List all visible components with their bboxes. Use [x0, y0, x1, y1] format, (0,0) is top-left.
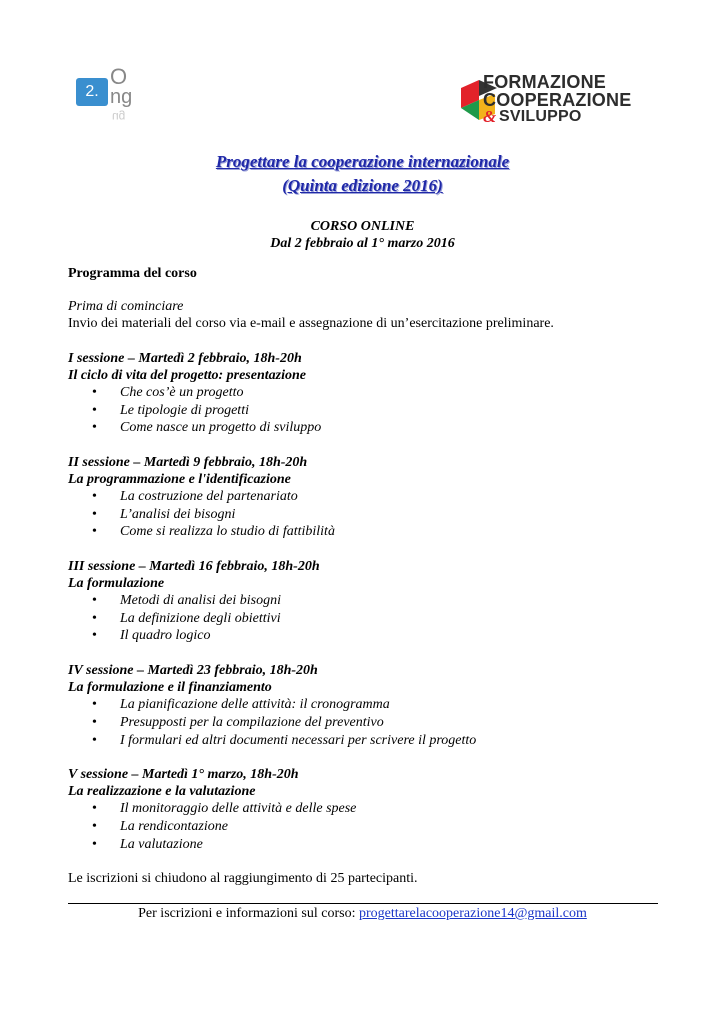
- bullet-icon: •: [92, 819, 97, 834]
- list-item: La rendicontazione: [120, 819, 228, 834]
- intro-text: Invio dei materiali del corso via e-mail e assegnazione di un’esercitazione preliminare.: [68, 316, 554, 331]
- bullet-icon: •: [92, 697, 97, 712]
- logo-cooperazione: COOPERAZIONE: [483, 90, 632, 110]
- bullet-icon: •: [92, 715, 97, 730]
- list-item: Presupposti per la compilazione del preventivo: [120, 715, 384, 730]
- list-item: La definizione degli obiettivi: [120, 611, 281, 626]
- list-item: Le tipologie di progetti: [120, 403, 249, 418]
- document-subtitle: (Quinta edizione 2016): [282, 176, 443, 195]
- footer-text: Per iscrizioni e informazioni sul corso:: [138, 906, 359, 921]
- session-title: II sessione – Martedì 9 febbraio, 18h-20h: [68, 455, 308, 470]
- session-subtitle: La formulazione: [68, 576, 165, 591]
- bullet-icon: •: [92, 403, 97, 418]
- footer-divider: [68, 903, 658, 904]
- list-item: Che cos’è un progetto: [120, 385, 244, 400]
- bullet-icon: •: [92, 593, 97, 608]
- course-type: CORSO ONLINE: [310, 219, 415, 234]
- list-item: Metodi di analisi dei bisogni: [120, 593, 281, 608]
- logo-reflection: ug: [112, 110, 126, 124]
- logo-formazione: FORMAZIONE: [483, 72, 606, 92]
- list-item: Il quadro logico: [120, 628, 211, 643]
- bullet-icon: •: [92, 628, 97, 643]
- session-subtitle: Il ciclo di vita del progetto: presentazione: [68, 368, 306, 383]
- program-heading: Programma del corso: [68, 266, 197, 281]
- bullet-icon: •: [92, 420, 97, 435]
- list-item: La valutazione: [120, 837, 203, 852]
- footer: [0, 906, 725, 922]
- list-item: Come si realizza lo studio di fattibilità: [120, 524, 335, 539]
- list-item: I formulari ed altri documenti necessari per scrivere il progetto: [120, 733, 477, 748]
- session-title: III sessione – Martedì 16 febbraio, 18h-20h: [68, 559, 320, 574]
- list-item: L’analisi dei bisogni: [120, 507, 236, 522]
- bullet-icon: •: [92, 507, 97, 522]
- list-item: La costruzione del partenariato: [120, 489, 298, 504]
- logo-o: O: [110, 64, 128, 89]
- intro-heading: Prima di cominciare: [68, 299, 184, 314]
- formazione-cooperazione-sviluppo-logo: [455, 70, 655, 128]
- logo-tile: 2.: [76, 78, 108, 106]
- contact-email-link[interactable]: progettarelacooperazione14@gmail.com: [358, 906, 587, 921]
- session-subtitle: La formulazione e il finanziamento: [68, 680, 272, 695]
- ong-2-0-logo: [72, 62, 152, 124]
- bullet-icon: •: [92, 733, 97, 748]
- logo-sviluppo: SVILUPPO: [499, 108, 582, 125]
- list-item: La pianificazione delle attività: il cronogramma: [120, 697, 390, 712]
- bullet-icon: •: [92, 837, 97, 852]
- logo-ampersand: &: [483, 107, 497, 126]
- session-subtitle: La realizzazione e la valutazione: [68, 784, 256, 799]
- bullet-icon: •: [92, 524, 97, 539]
- closing-note: Le iscrizioni si chiudono al raggiungimento di 25 partecipanti.: [68, 871, 418, 886]
- list-item: Il monitoraggio delle attività e delle spese: [120, 801, 357, 816]
- list-item: Come nasce un progetto di sviluppo: [120, 420, 322, 435]
- bullet-icon: •: [92, 801, 97, 816]
- session-subtitle: La programmazione e l'identificazione: [68, 472, 291, 487]
- logo-ng: ng: [110, 86, 133, 108]
- course-dates: Dal 2 febbraio al 1° marzo 2016: [270, 236, 455, 251]
- session-title: I sessione – Martedì 2 febbraio, 18h-20h: [68, 351, 302, 366]
- bullet-icon: •: [92, 611, 97, 626]
- document-title: Progettare la cooperazione internazionale: [215, 152, 510, 171]
- session-title: V sessione – Martedì 1° marzo, 18h-20h: [68, 767, 299, 782]
- bullet-icon: •: [92, 385, 97, 400]
- bullet-icon: •: [92, 489, 97, 504]
- session-title: IV sessione – Martedì 23 febbraio, 18h-20h: [68, 663, 318, 678]
